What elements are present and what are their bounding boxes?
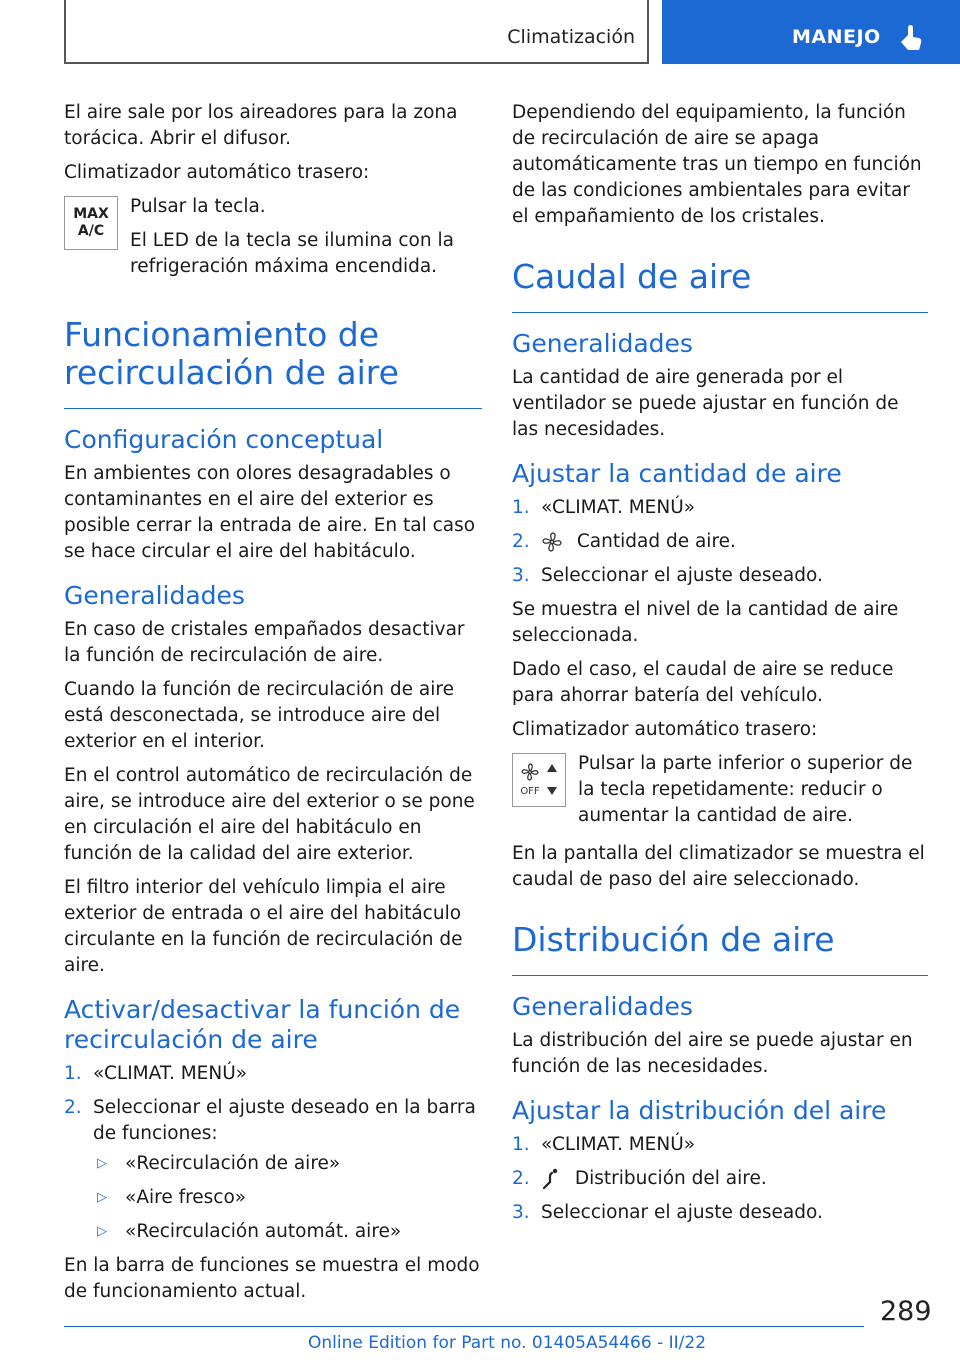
heading-air-distribution: Distribución de aire: [512, 921, 928, 976]
edition-label: Online Edition for Part no. 01405A54466 - II/22: [308, 1333, 707, 1353]
fan-rocker-button-icon: [512, 753, 566, 807]
paragraph: En la barra de funciones se muestra el modo de funcionamiento actual.: [64, 1255, 480, 1302]
heading-flow-general: Generalidades: [512, 329, 693, 358]
step-text: Seleccionar el ajuste deseado.: [541, 565, 823, 586]
heading-air-flow: Caudal de aire: [512, 258, 928, 313]
paragraph: En la pantalla del climatizador se muestra el caudal de paso del aire seleccionado.: [512, 843, 925, 890]
step-number: 1.: [64, 1063, 82, 1084]
maxac-instruction: [64, 194, 482, 288]
list-item: [93, 1219, 482, 1245]
footer-divider: [64, 1326, 864, 1327]
step-text: Cantidad de aire.: [576, 531, 736, 552]
steps-list: [64, 1061, 482, 1245]
triangle-bullet-icon: ▷: [97, 1224, 107, 1239]
option-text: «Aire fresco»: [125, 1187, 247, 1208]
heading-flow-adjust: Ajustar la cantidad de aire: [512, 459, 842, 488]
list-item: [512, 563, 928, 589]
fan-small-icon: [516, 757, 562, 803]
options-list: [93, 1151, 482, 1245]
steering-hand-icon: [898, 24, 924, 52]
max-ac-button-icon: [64, 196, 118, 250]
list-item: [512, 495, 928, 521]
paragraph: En ambientes con olores desagradables o contaminantes en el aire del exterior es posible cerrar la entrada de aire. En tal caso se hace circular el aire del habitáculo.: [64, 463, 476, 562]
max-ac-line2: A/C: [77, 223, 105, 239]
heading-dist-general: Generalidades: [512, 992, 693, 1021]
heading-recirculation: Funcionamiento de recirculación de aire: [64, 316, 482, 409]
list-item: [512, 1166, 928, 1192]
chapter-tab[interactable]: [662, 0, 960, 64]
right-column: [512, 100, 928, 1234]
step-number: 1.: [512, 497, 530, 518]
fan-icon: [541, 531, 563, 553]
paragraph: Climatizador automático trasero:: [64, 162, 370, 183]
list-item: [93, 1185, 482, 1211]
paragraph: Climatizador automático trasero:: [512, 719, 818, 740]
paragraph: El aire sale por los aireadores para la zona torácica. Abrir el difusor.: [64, 102, 458, 149]
step-number: 1.: [512, 1134, 530, 1155]
paragraph: El filtro interior del vehículo limpia el aire exterior de entrada o el aire del habitáculo circulante en la función de recirculación de aire.: [64, 877, 463, 976]
heading-concept: Configuración conceptual: [64, 425, 384, 454]
list-item: [64, 1061, 482, 1087]
step-text: «CLIMAT. MENÚ»: [93, 1063, 248, 1084]
list-item: [512, 1132, 928, 1158]
step-number: 2.: [64, 1097, 82, 1118]
paragraph: Cuando la función de recirculación de aire está desconectada, se introduce aire del exterior en el interior.: [64, 679, 454, 752]
option-text: «Recirculación de aire»: [125, 1153, 341, 1174]
paragraph: Pulsar la tecla.: [130, 196, 266, 217]
step-text: «CLIMAT. MENÚ»: [541, 1134, 696, 1155]
paragraph: En el control automático de recirculación de aire, se introduce aire del exterior o se pone en circulación el aire del habitáculo en función de la calidad del aire exterior.: [64, 765, 475, 864]
chapter-tab-label: MANEJO: [792, 26, 881, 48]
triangle-bullet-icon: ▷: [97, 1156, 107, 1171]
air-distribution-icon: [541, 1168, 561, 1190]
step-text: «CLIMAT. MENÚ»: [541, 497, 696, 518]
list-item: [512, 529, 928, 555]
step-number: 2.: [512, 1168, 530, 1189]
heading-dist-adjust: Ajustar la distribución del aire: [512, 1096, 887, 1125]
step-text: Seleccionar el ajuste deseado.: [541, 1202, 823, 1223]
option-text: «Recirculación automát. aire»: [125, 1221, 402, 1242]
paragraph: Pulsar la parte inferior o superior de la tecla repetidamente: reducir o aumentar la cantidad de aire.: [578, 753, 913, 826]
step-number: 2.: [512, 531, 530, 552]
triangle-bullet-icon: ▷: [97, 1190, 107, 1205]
page-number: 289: [880, 1296, 932, 1327]
paragraph: La distribución del aire se puede ajustar en función de las necesidades.: [512, 1030, 913, 1077]
paragraph: En caso de cristales empañados desactivar la función de recirculación de aire.: [64, 619, 465, 666]
steps-list: [512, 495, 928, 589]
heading-general: Generalidades: [64, 581, 245, 610]
paragraph: Dependiendo del equipamiento, la función de recirculación de aire se apaga automáticamente tras un tiempo en función de las condiciones ambientales para evitar el empañamiento de los cristales.: [512, 102, 922, 227]
steps-list: [512, 1132, 928, 1226]
fan-rocker-instruction: [512, 751, 928, 837]
paragraph: La cantidad de aire generada por el ventilador se puede ajustar en función de las necesidades.: [512, 367, 899, 440]
header-section-box: [64, 0, 649, 64]
paragraph: Dado el caso, el caudal de aire se reduce para ahorrar batería del vehículo.: [512, 659, 894, 706]
list-item: [93, 1151, 482, 1177]
step-number: 3.: [512, 565, 530, 586]
heading-toggle: Activar/desactivar la función de recirculación de aire: [64, 995, 461, 1054]
section-title: Climatización: [507, 26, 635, 48]
paragraph: El LED de la tecla se ilumina con la refrigeración máxima encendida.: [130, 230, 454, 277]
step-number: 3.: [512, 1202, 530, 1223]
list-item: [512, 1200, 928, 1226]
step-text: Seleccionar el ajuste deseado en la barra de funciones:: [93, 1097, 476, 1144]
max-ac-line1: MAX: [73, 206, 109, 222]
step-text: Distribución del aire.: [574, 1168, 767, 1189]
paragraph: Se muestra el nivel de la cantidad de aire seleccionada.: [512, 599, 899, 646]
left-column: [64, 100, 482, 1313]
list-item: [64, 1095, 482, 1245]
fan-off-label: OFF: [520, 786, 540, 797]
